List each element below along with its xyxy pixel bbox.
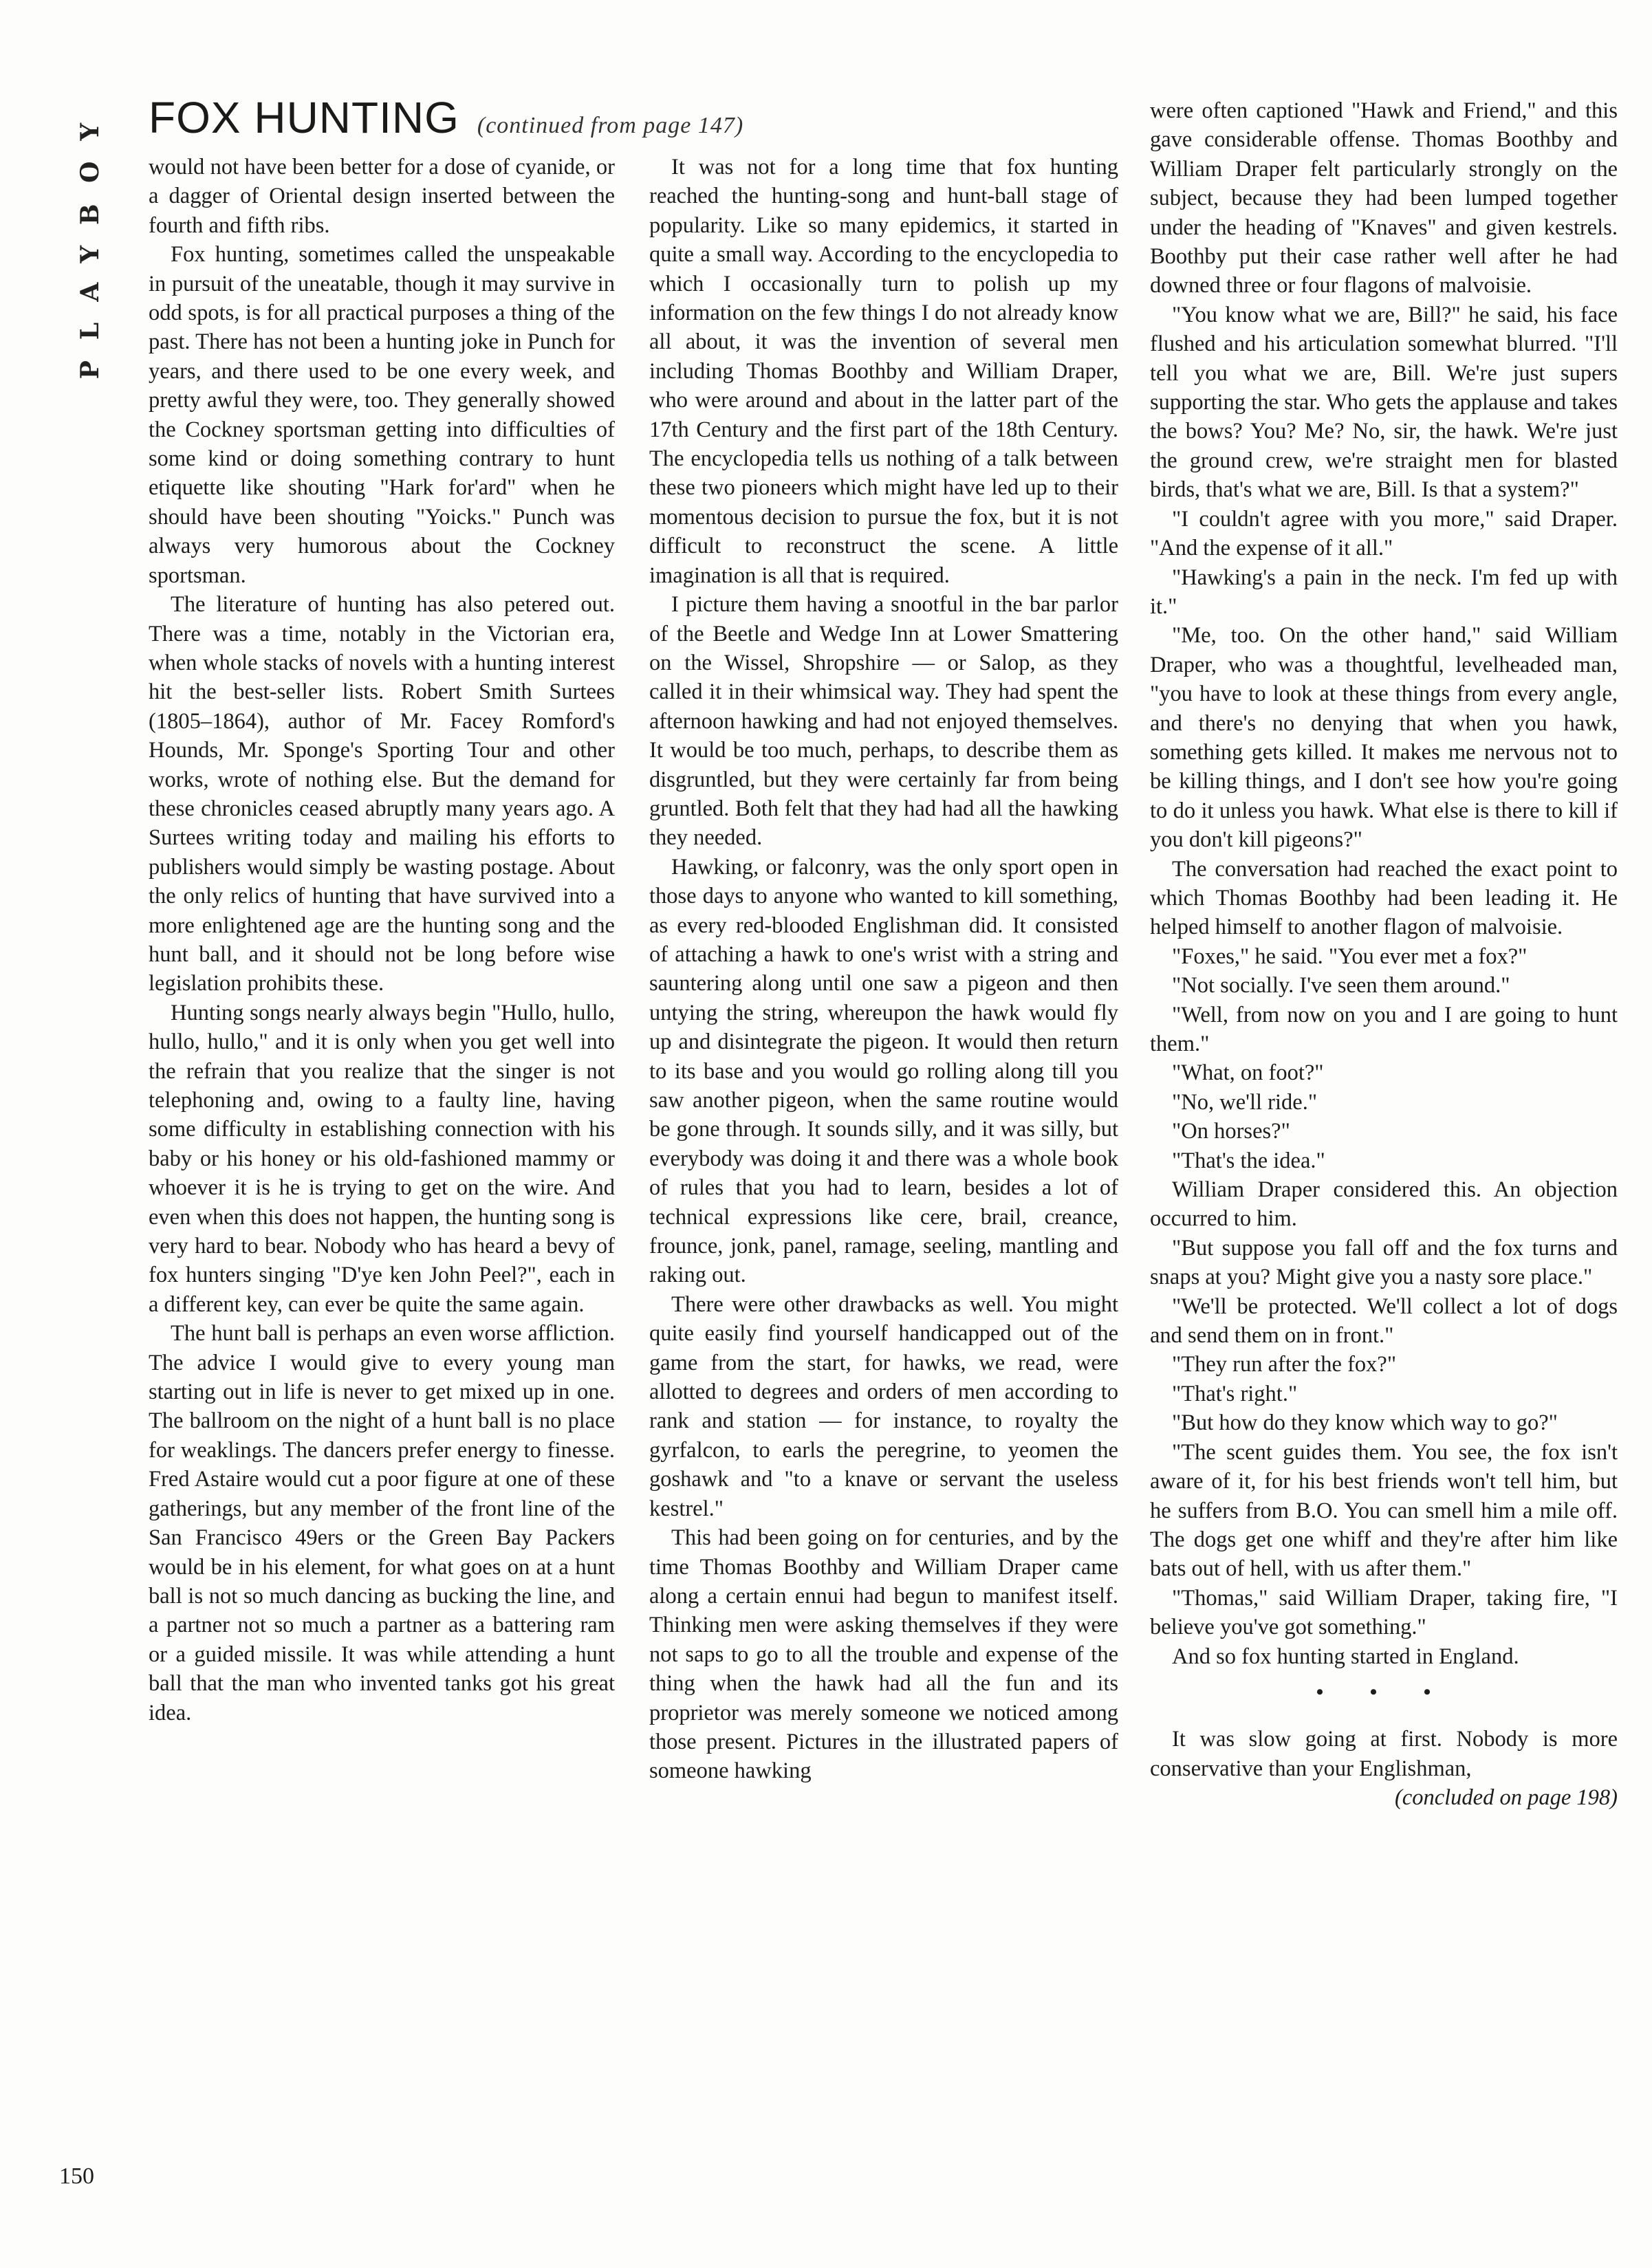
article-heading — [149, 92, 1139, 143]
paragraph: "I couldn't agree with you more," said Draper. "And the expense of it all." — [1150, 506, 1618, 561]
article-title: FOX HUNTING — [149, 93, 459, 142]
magazine-sidebar-logo — [59, 102, 121, 380]
paragraph: "No, we'll ride." — [1172, 1089, 1318, 1115]
concluded-on-note: (concluded on page 198) — [1394, 1785, 1618, 1811]
paragraph: "Not socially. I've seen them around." — [1172, 973, 1510, 999]
paragraph: "Thomas," said William Draper, taking fire, "I believe you've got something." — [1150, 1585, 1618, 1640]
section-break: • • • — [1316, 1680, 1452, 1703]
paragraph: "But how do they know which way to go?" — [1172, 1410, 1558, 1436]
paragraph: I picture them having a snootful in the bar parlor of the Beetle and Wedge Inn at Lower Smattering on the Wissel, Shropshire — or Salop, as they called it in their whimsical way. They had spent the afternoon hawking and had not enjoyed themselves. It would be too much, perhaps, to describe them as disgruntled, but they were certainly far from being gruntled. Both felt that they had had all the hawking they needed. — [649, 592, 1118, 851]
paragraph: "But suppose you fall off and the fox turns and snaps at you? Might give you a nasty sore place." — [1150, 1235, 1618, 1290]
paragraph: "That's right." — [1172, 1381, 1298, 1406]
paragraph: The literature of hunting has also petered out. There was a time, notably in the Victorian era, when whole stacks of novels with a hunting interest hit the best-seller lists. Robert Smith Surtees (1805–1864), author of Mr. Facey Romford's Hounds, Mr. Sponge's Sporting Tour and other works, wrote of nothing else. But the demand for these chronicles ceased abruptly many years ago. A Surtees writing today and mailing his efforts to publishers would simply be wasting postage. About the only relics of hunting that have survived into a more enlightened age are the hunting song and the hunt ball, and it should not be long before wise legislation prohibits these. — [149, 592, 615, 996]
paragraph: "We'll be protected. We'll collect a lot of dogs and send them on in front." — [1150, 1294, 1618, 1349]
text-column-1 — [149, 153, 615, 2188]
paragraph: "Me, too. On the other hand," said William Draper, who was a thoughtful, levelheaded man, "you have to look at these things from every angle, and there's no denying that when you hawk, something gets killed. It makes me nervous not to be killing things, and I don't see how you're going to do it unless you hawk. What else is there to kill if you don't kill pigeons?" — [1150, 623, 1618, 853]
paragraph: "On horses?" — [1172, 1119, 1290, 1144]
paragraph: "What, on foot?" — [1172, 1060, 1324, 1086]
paragraph: It was not for a long time that fox hunting reached the hunting-song and hunt-ball stage of popularity. Like so many epidemics, it started in quite a small way. According to the encyclopedia to which I occasionally turn to polish up my information on the few things I do not already know all about, it was the invention of several men including Thomas Boothby and William Draper, who were around and about in the latter part of the 17th Century and the first part of the 18th Century. The encyclopedia tells us nothing of a talk between these two pioneers which might have led up to their momentous decision to pursue the fox, but it is not difficult to reconstruct the scene. A little imagination is all that is required. — [649, 155, 1118, 588]
paragraph: "You know what we are, Bill?" he said, his face flushed and his articulation somewhat blurred. "I'll tell you what we are, Bill. We're just supers supporting the star. Who gets the applause and takes the bows? You? Me? No, sir, the hawk. We're just the ground crew, we're straight men for blasted birds, that's what we are, Bill. Is that a system?" — [1150, 302, 1618, 503]
continued-from-note: (continued from page 147) — [477, 113, 744, 138]
paragraph: "The scent guides them. You see, the fox isn't aware of it, for his best friends won't tell him, but he suffers from B.O. You can smell him a mile off. The dogs get one whiff and they're after him like bats out of hell, with us after them." — [1150, 1439, 1618, 1582]
paragraph: Hawking, or falconry, was the only sport open in those days to anyone who wanted to kill something, as every red-blooded Englishman did. It consisted of attaching a hawk to one's wrist with a string and sauntering along until one saw a pigeon and then untying the string, whereupon the hawk would fly up and disintegrate the pigeon. It would then return to its base and you would go rolling along till you saw another pigeon, when the same routine would be gone through. It sounds silly, and it was silly, but everybody was doing it and there was a whole book of rules that you had to learn, besides a lot of technical expressions like cere, brail, creance, frounce, jonk, panel, ramage, seeling, mantling and raking out. — [649, 854, 1118, 1288]
paragraph: William Draper considered this. An objection occurred to him. — [1150, 1177, 1618, 1232]
paragraph: would not have been better for a dose of cyanide, or a dagger of Oriental design inserted between the fourth and fifth ribs. — [149, 155, 615, 238]
paragraph: "They run after the fox?" — [1172, 1352, 1397, 1377]
paragraph: The conversation had reached the exact point to which Thomas Boothby had been leading it. He helped himself to another flagon of malvoisie. — [1150, 856, 1618, 940]
paragraph: Fox hunting, sometimes called the unspeakable in pursuit of the uneatable, though it may survive in odd spots, is for all practical purposes a thing of the past. There has not been a hunting joke in Punch for years, and there used to be one every week, and pretty awful they were, too. They generally showed the Cockney sportsman getting into difficulties of some kind or doing something contrary to hunt etiquette like shouting "Hark for'ard" when he should have been shouting "Yoicks." Punch was always very humorous about the Cockney sportsman. — [149, 242, 615, 588]
paragraph: It was slow going at first. Nobody is more conservative than your Englishman, — [1150, 1727, 1618, 1781]
paragraph: "Hawking's a pain in the neck. I'm fed up with it." — [1150, 565, 1618, 619]
paragraph: The hunt ball is perhaps an even worse affliction. The advice I would give to every young man starting out in life is never to get mixed up in one. The ballroom on the night of a hunt ball is no place for weaklings. The dancers prefer energy to finesse. Fred Astaire would cut a poor figure at one of these gatherings, but any member of the front line of the San Francisco 49ers or the Green Bay Packers would be in his element, for what goes on at a hunt ball is not so much dancing as bucking the line, and a partner not so much a partner as a battering ram or a guided missile. It was while attending a hunt ball that the man who invented tanks got his great idea. — [149, 1321, 615, 1725]
paragraph: And so fox hunting started in England. — [1172, 1644, 1519, 1669]
text-column-3 — [1150, 96, 1618, 2242]
paragraph: Hunting songs nearly always begin "Hullo, hullo, hullo, hullo," and it is only when you get well into the refrain that you realize that the singer is not telephoning and, owing to a faulty line, having some difficulty in establishing connection with his baby or his honey or his old-fashioned mammy or whoever it is he is trying to get on the wire. And even when this does not happen, the hunting song is very hard to bear. Nobody who has heard a bevy of fox hunters singing "D'ye ken John Peel?", each in a different key, can ever be quite the same again. — [149, 1000, 615, 1317]
paragraph: This had been going on for centuries, and by the time Thomas Boothby and William Draper came along a certain ennui had begun to manifest itself. Thinking men were asking themselves if they were not saps to go to all the trouble and expense of the thing when the hawk had all the fun and its proprietor was merely someone we noticed among those present. Pictures in the illustrated papers of someone hawking — [649, 1525, 1118, 1784]
paragraph: were often captioned "Hawk and Friend," and this gave considerable offense. Thomas Boothby and William Draper felt particularly strongly on the subject, because they had been lumped together under the heading of "Knaves" and given kestrels. Boothby put their case rather well after he had downed three or four flagons of malvoisie. — [1150, 98, 1618, 298]
magazine-name: PLAYBOY — [76, 102, 105, 380]
text-column-2 — [649, 153, 1118, 2223]
paragraph: "Well, from now on you and I are going to hunt them." — [1150, 1002, 1618, 1056]
paragraph: "That's the idea." — [1172, 1148, 1325, 1173]
paragraph: "Foxes," he said. "You ever met a fox?" — [1172, 944, 1528, 969]
page-number: 150 — [59, 2163, 94, 2189]
paragraph: There were other drawbacks as well. You might quite easily find yourself handicapped out of the game from the start, for hawks, we read, were allotted to degrees and orders of men according to rank and station — for instance, to royalty the gyrfalcon, to earls the peregrine, to yeomen the goshawk and "to a knave or servant the useless kestrel." — [649, 1291, 1118, 1521]
